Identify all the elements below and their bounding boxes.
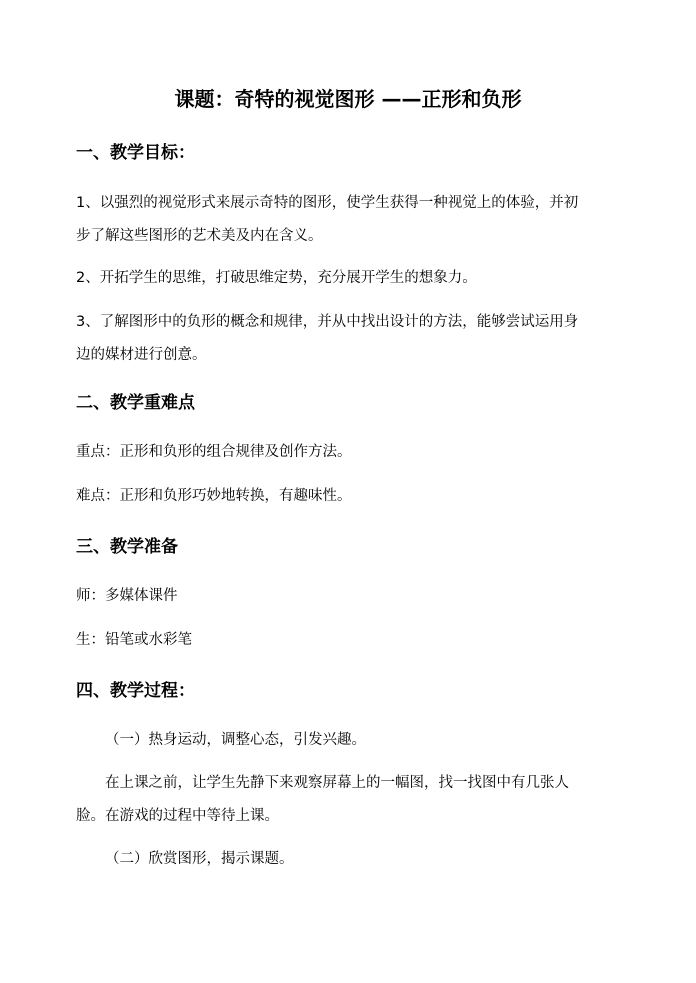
- key-point-line: 重点：正形和负形的组合规律及创作方法。: [76, 444, 352, 460]
- objective-3-line-1: 3、了解图形中的负形的概念和规律，并从中找出设计的方法，能够尝试运用身: [76, 314, 579, 330]
- difficult-point-line: 难点：正形和负形巧妙地转换，有趣味性。: [76, 488, 352, 504]
- student-preparation-line: 生：铅笔或水彩笔: [76, 632, 192, 648]
- process-step-1-body-line-2: 脸。在游戏的过程中等待上课。: [76, 808, 279, 824]
- section-heading-key-points: 二、教学重难点: [76, 393, 195, 413]
- objective-3-line-2: 边的媒材进行创意。: [76, 347, 207, 363]
- objective-1-line-2: 步了解这些图形的艺术美及内在含义。: [76, 228, 323, 244]
- process-step-2-title: （二）欣赏图形，揭示课题。: [105, 851, 294, 867]
- document-title: 课题：奇特的视觉图形 ——正形和负形: [174, 87, 522, 111]
- teacher-preparation-line: 师：多媒体课件: [76, 588, 178, 604]
- objective-1-line-1: 1、以强烈的视觉形式来展示奇特的图形，使学生获得一种视觉上的体验，并初: [76, 195, 579, 211]
- process-step-1-title: （一）热身运动，调整心态，引发兴趣。: [105, 732, 366, 748]
- section-heading-process: 四、教学过程：: [76, 681, 195, 701]
- process-step-1-body-line-1: 在上课之前，让学生先静下来观察屏幕上的一幅图，找一找图中有几张人: [105, 775, 569, 791]
- section-heading-objectives: 一、教学目标：: [76, 143, 195, 163]
- objective-2-line-1: 2、开拓学生的思维，打破思维定势，充分展开学生的想象力。: [76, 270, 477, 286]
- section-heading-preparation: 三、教学准备: [76, 537, 178, 557]
